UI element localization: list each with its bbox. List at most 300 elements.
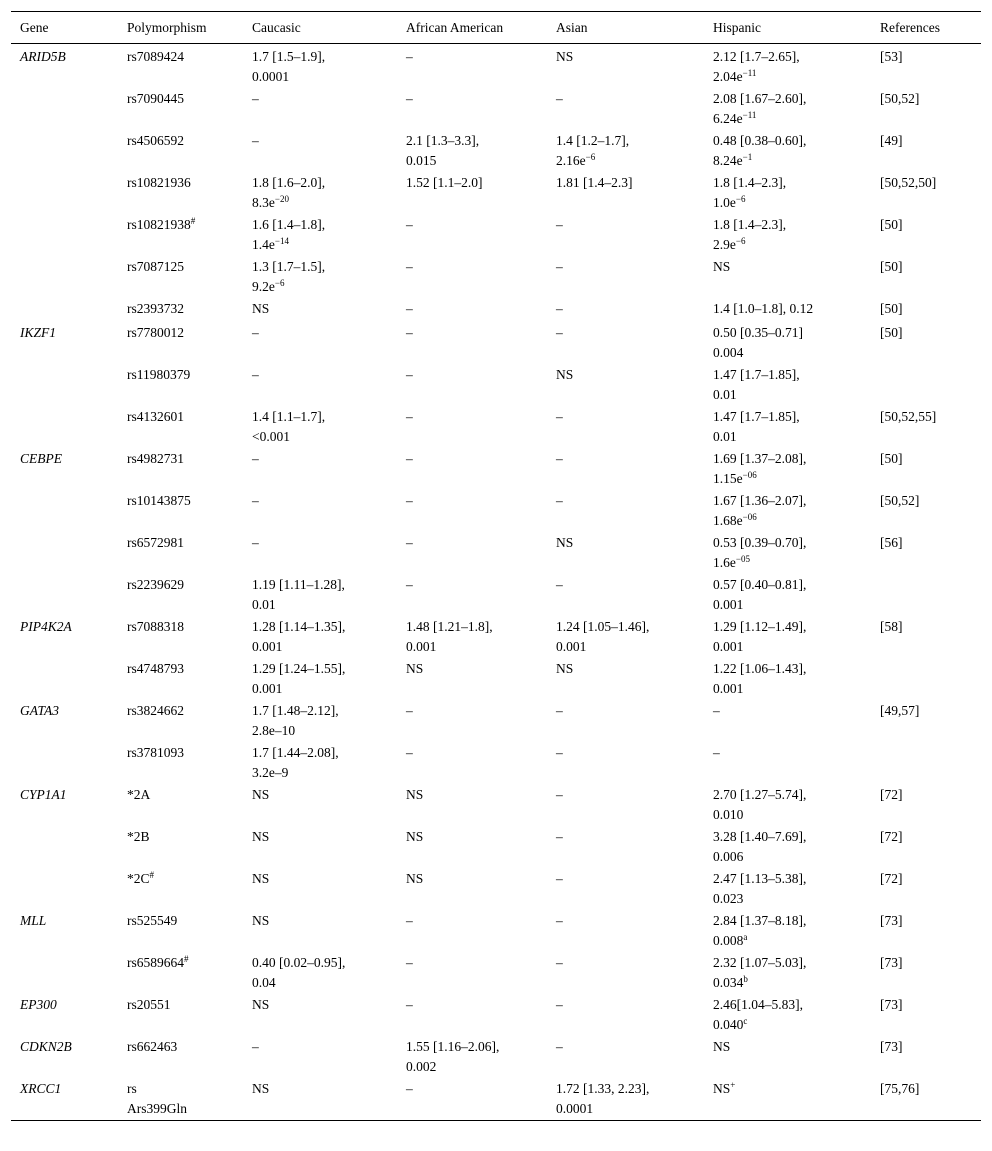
asian-cell (547, 656, 704, 698)
polymorphism-cell (118, 530, 243, 572)
cell-text: 0.0001 (252, 68, 290, 84)
references-cell: [50] (880, 301, 903, 316)
cell-line (252, 953, 397, 973)
gene-cell: CEBPE (20, 451, 62, 466)
cell-line (713, 491, 871, 511)
table-row (11, 530, 981, 572)
african-american-cell (397, 950, 547, 992)
african-american-cell (397, 212, 547, 254)
caucasic-cell (243, 866, 397, 908)
cell-text: 6.24e (713, 110, 743, 126)
cell-line (713, 869, 871, 889)
cell-line (252, 47, 397, 67)
hispanic-cell (704, 86, 871, 128)
gene-cell (11, 404, 118, 446)
cell-text: NS (252, 913, 270, 928)
gene-cell: ARID5B (20, 49, 66, 64)
cell-line (127, 131, 243, 151)
cell-line (127, 953, 243, 973)
cell-line (252, 743, 397, 763)
cell-line (713, 637, 871, 657)
gene-cell (11, 572, 118, 614)
cell-line (252, 299, 397, 319)
cell-text: 1.3 [1.7–1.5], (252, 259, 326, 274)
polymorphism-cell (118, 698, 243, 740)
cell-line (252, 89, 397, 109)
references-cell: [50,52,55] (880, 409, 937, 424)
cell-text: 0.023 (713, 890, 744, 906)
polymorphism-cell (118, 254, 243, 296)
superscript: + (730, 1080, 736, 1090)
superscript: −20 (274, 193, 289, 204)
cell-text: NS (252, 787, 270, 802)
cell-text: rs7090445 (127, 91, 184, 106)
cell-text: – (556, 745, 563, 760)
african-american-cell (397, 320, 547, 362)
cell-text: rs2393732 (127, 301, 184, 316)
superscript: −6 (735, 235, 746, 246)
hispanic-cell (704, 614, 871, 656)
hispanic-cell (704, 698, 871, 740)
cell-line (713, 595, 871, 615)
cell-line (252, 827, 397, 847)
cell-text: NS (406, 829, 424, 844)
cell-text: 1.28 [1.14–1.35], (252, 619, 346, 634)
cell-line (556, 47, 704, 67)
references-cell: [72] (880, 787, 903, 802)
cell-text: 1.24 [1.05–1.46], (556, 619, 650, 634)
cell-text: – (252, 91, 259, 106)
cell-text: 9.2e (252, 278, 275, 294)
cell-line (406, 1057, 547, 1077)
hispanic-cell (704, 320, 871, 362)
cell-text: – (406, 703, 413, 718)
cell-text: NS (252, 1081, 270, 1096)
cell-text: – (406, 91, 413, 106)
cell-line (556, 89, 704, 109)
polymorphism-cell (118, 212, 243, 254)
cell-line (127, 257, 243, 277)
cell-line (127, 575, 243, 595)
caucasic-cell (243, 212, 397, 254)
cell-text: 0.001 (252, 638, 283, 654)
cell-line (556, 257, 704, 277)
hispanic-cell (704, 992, 871, 1034)
table-row (11, 656, 981, 698)
cell-text: NS (252, 997, 270, 1012)
gene-cell (11, 362, 118, 404)
cell-line (713, 973, 871, 993)
cell-line (127, 1099, 243, 1119)
superscript: −06 (742, 511, 757, 522)
caucasic-cell (243, 614, 397, 656)
cell-text: 3.28 [1.40–7.69], (713, 829, 807, 844)
references-cell: [58] (880, 619, 903, 634)
cell-text: – (406, 955, 413, 970)
cell-text: – (252, 493, 259, 508)
asian-cell (547, 488, 704, 530)
cell-line (406, 407, 547, 427)
cell-text: rs20551 (127, 997, 171, 1012)
cell-text: 1.7 [1.44–2.08], (252, 745, 339, 760)
gene-cell (11, 488, 118, 530)
cell-line (713, 67, 871, 87)
hispanic-cell (704, 44, 871, 87)
cell-text: – (406, 913, 413, 928)
cell-text: 1.6 [1.4–1.8], (252, 217, 326, 232)
hispanic-cell (704, 950, 871, 992)
cell-line (556, 1099, 704, 1119)
cell-line (713, 173, 871, 193)
asian-cell (547, 212, 704, 254)
cell-text: – (252, 1039, 259, 1054)
gene-cell (11, 866, 118, 908)
cell-line (127, 911, 243, 931)
references-cell: [50] (880, 217, 903, 232)
cell-line (252, 67, 397, 87)
cell-line (406, 151, 547, 171)
references-cell: [49] (880, 133, 903, 148)
cell-text: rs4982731 (127, 451, 184, 466)
references-cell: [50,52] (880, 493, 920, 508)
table-row (11, 614, 981, 656)
cell-text: – (406, 493, 413, 508)
cell-text: – (556, 703, 563, 718)
cell-text: – (406, 451, 413, 466)
cell-text: – (406, 1081, 413, 1096)
gene-cell: IKZF1 (20, 325, 57, 340)
asian-cell (547, 614, 704, 656)
superscript: −05 (735, 553, 750, 564)
african-american-cell (397, 572, 547, 614)
cell-text: 2.46[1.04–5.83], (713, 997, 803, 1012)
cell-line (252, 533, 397, 553)
cell-line (713, 47, 871, 67)
cell-text: 1.29 [1.24–1.55], (252, 661, 346, 676)
superscript: b (743, 973, 748, 984)
polymorphism-cell (118, 44, 243, 87)
table-row (11, 1076, 981, 1120)
cell-text: – (252, 367, 259, 382)
cell-line (556, 869, 704, 889)
cell-line (556, 215, 704, 235)
cell-text: 1.68e (713, 512, 743, 528)
gene-cell: MLL (20, 913, 47, 928)
african-american-cell (397, 614, 547, 656)
cell-line (127, 1037, 243, 1057)
cell-line (713, 89, 871, 109)
cell-line (127, 743, 243, 763)
cell-line (252, 869, 397, 889)
cell-line (406, 299, 547, 319)
polymorphism-cell (118, 296, 243, 320)
gene-cell: CDKN2B (20, 1039, 72, 1054)
references-cell: [50] (880, 451, 903, 466)
cell-text: NS (252, 871, 270, 886)
table-row (11, 866, 981, 908)
table-row (11, 362, 981, 404)
cell-line (252, 427, 397, 447)
table-row (11, 740, 981, 782)
cell-text: rs6589664 (127, 955, 184, 970)
cell-text: 0.001 (713, 596, 744, 612)
asian-cell (547, 170, 704, 212)
hispanic-cell (704, 656, 871, 698)
cell-line (406, 995, 547, 1015)
cell-line (556, 827, 704, 847)
cell-line (127, 1079, 243, 1099)
cell-line (713, 847, 871, 867)
cell-text: rs4506592 (127, 133, 184, 148)
gene-cell (11, 656, 118, 698)
header-asian: Asian (547, 12, 704, 44)
polymorphism-cell (118, 614, 243, 656)
cell-text: 1.6e (713, 554, 736, 570)
table-row (11, 572, 981, 614)
asian-cell (547, 446, 704, 488)
cell-text: 1.19 [1.11–1.28], (252, 577, 345, 592)
hispanic-cell (704, 824, 871, 866)
caucasic-cell (243, 404, 397, 446)
african-american-cell (397, 782, 547, 824)
cell-text: rs3781093 (127, 745, 184, 760)
cell-line (127, 659, 243, 679)
table-row (11, 170, 981, 212)
cell-text: NS (713, 259, 731, 274)
cell-line (252, 407, 397, 427)
cell-text: rs4132601 (127, 409, 184, 424)
cell-text: – (556, 997, 563, 1012)
caucasic-cell (243, 1076, 397, 1120)
cell-line (252, 1037, 397, 1057)
superscript: −11 (742, 109, 757, 120)
cell-line (252, 323, 397, 343)
cell-text: – (406, 745, 413, 760)
table-row (11, 782, 981, 824)
table-row (11, 992, 981, 1034)
table-row (11, 1034, 981, 1076)
cell-text: rs6572981 (127, 535, 184, 550)
cell-text: – (713, 745, 720, 760)
cell-text: 0.010 (713, 806, 744, 822)
cell-line (713, 299, 871, 319)
cell-line (252, 995, 397, 1015)
references-cell: [49,57] (880, 703, 920, 718)
cell-text: NS (406, 787, 424, 802)
cell-text: 0.001 (556, 638, 587, 654)
hispanic-cell (704, 128, 871, 170)
cell-line (127, 47, 243, 67)
cell-text: – (713, 703, 720, 718)
asian-cell (547, 320, 704, 362)
cell-line (556, 995, 704, 1015)
cell-line (252, 215, 397, 235)
asian-cell (547, 362, 704, 404)
table-row (11, 320, 981, 362)
cell-text: 2.47 [1.13–5.38], (713, 871, 807, 886)
cell-line (252, 721, 397, 741)
cell-text: – (556, 217, 563, 232)
african-american-cell (397, 446, 547, 488)
cell-text: 1.8 [1.4–2.3], (713, 175, 787, 190)
asian-cell (547, 824, 704, 866)
cell-line (713, 659, 871, 679)
cell-text: – (556, 871, 563, 886)
cell-text: 1.4e (252, 236, 275, 252)
cell-line (252, 973, 397, 993)
cell-line (252, 575, 397, 595)
asian-cell (547, 296, 704, 320)
cell-text: NS (713, 1039, 731, 1054)
references-cell (871, 656, 981, 698)
cell-text: – (556, 409, 563, 424)
cell-text: NS (556, 367, 574, 382)
cell-text: 0.006 (713, 848, 744, 864)
cell-line (713, 343, 871, 363)
cell-line (713, 911, 871, 931)
cell-text: – (556, 913, 563, 928)
cell-text: 1.52 [1.1–2.0] (406, 175, 483, 190)
cell-text: – (406, 217, 413, 232)
cell-line (713, 365, 871, 385)
caucasic-cell (243, 698, 397, 740)
african-american-cell (397, 1034, 547, 1076)
african-american-cell (397, 128, 547, 170)
superscript: c (743, 1015, 748, 1026)
cell-text: – (406, 535, 413, 550)
cell-line (713, 1079, 871, 1099)
caucasic-cell (243, 1034, 397, 1076)
references-cell (871, 740, 981, 782)
african-american-cell (397, 530, 547, 572)
references-cell: [50] (880, 325, 903, 340)
cell-text: rs3824662 (127, 703, 184, 718)
references-cell: [75,76] (871, 1076, 981, 1120)
cell-text: rs10821936 (127, 175, 191, 190)
cell-line (406, 323, 547, 343)
cell-line (406, 257, 547, 277)
cell-line (252, 173, 397, 193)
caucasic-cell (243, 362, 397, 404)
polymorphism-table (11, 11, 981, 1121)
cell-line (713, 109, 871, 129)
cell-text: 0.008 (713, 932, 744, 948)
gene-cell (11, 824, 118, 866)
cell-text: 2.84 [1.37–8.18], (713, 913, 807, 928)
cell-line (406, 173, 547, 193)
cell-text: NS (556, 49, 574, 64)
cell-line (406, 131, 547, 151)
cell-text: rs11980379 (127, 367, 191, 382)
polymorphism-cell (118, 1076, 243, 1120)
gene-cell: XRCC1 (11, 1076, 118, 1120)
caucasic-cell (243, 782, 397, 824)
cell-text: 0.50 [0.35–0.71] (713, 325, 803, 340)
african-american-cell (397, 740, 547, 782)
cell-line (713, 575, 871, 595)
cell-text: 1.47 [1.7–1.85], (713, 409, 800, 424)
cell-text: – (406, 409, 413, 424)
african-american-cell (397, 86, 547, 128)
superscript: −6 (274, 277, 285, 288)
superscript: −06 (742, 469, 757, 480)
asian-cell (547, 698, 704, 740)
caucasic-cell (243, 254, 397, 296)
cell-line (252, 131, 397, 151)
cell-line (406, 637, 547, 657)
references-cell: [50,52,50] (880, 175, 937, 190)
cell-text: – (556, 787, 563, 802)
superscript: # (149, 870, 155, 880)
asian-cell (547, 44, 704, 87)
table-row (11, 44, 981, 87)
cell-line (127, 407, 243, 427)
african-american-cell (397, 698, 547, 740)
asian-cell (547, 782, 704, 824)
cell-text: 0.001 (252, 680, 283, 696)
polymorphism-cell (118, 1034, 243, 1076)
cell-line (252, 277, 397, 297)
cell-line (127, 365, 243, 385)
cell-line (713, 1015, 871, 1035)
cell-text: 2.1 [1.3–3.3], (406, 133, 480, 148)
cell-text: rs525549 (127, 913, 178, 928)
cell-text: – (252, 325, 259, 340)
african-american-cell (397, 866, 547, 908)
cell-line (406, 869, 547, 889)
cell-text: 1.0e (713, 194, 736, 210)
cell-text: 0.40 [0.02–0.95], (252, 955, 346, 970)
cell-text: 0.004 (713, 344, 744, 360)
cell-line (127, 299, 243, 319)
cell-line (127, 449, 243, 469)
asian-cell (547, 1034, 704, 1076)
cell-text: 0.04 (252, 974, 276, 990)
cell-line (713, 469, 871, 489)
table-row (11, 446, 981, 488)
cell-line (127, 701, 243, 721)
cell-text: 3.2e–9 (252, 764, 289, 780)
asian-cell (547, 740, 704, 782)
cell-line (406, 449, 547, 469)
cell-line (252, 785, 397, 805)
cell-line (252, 637, 397, 657)
cell-text: NS (556, 661, 574, 676)
cell-line (127, 785, 243, 805)
hispanic-cell (704, 296, 871, 320)
superscript: −6 (735, 193, 746, 204)
cell-line (713, 323, 871, 343)
asian-cell (547, 86, 704, 128)
cell-line (127, 173, 243, 193)
cell-text: rs7780012 (127, 325, 184, 340)
african-american-cell (397, 404, 547, 446)
caucasic-cell (243, 296, 397, 320)
table-row (11, 488, 981, 530)
cell-line (406, 911, 547, 931)
references-cell: [73] (880, 997, 903, 1012)
asian-cell (547, 254, 704, 296)
cell-text: 1.22 [1.06–1.43], (713, 661, 807, 676)
polymorphism-cell (118, 362, 243, 404)
cell-text: rs4748793 (127, 661, 184, 676)
cell-text: 1.7 [1.48–2.12], (252, 703, 339, 718)
caucasic-cell (243, 992, 397, 1034)
cell-text: 1.4 [1.1–1.7], (252, 409, 326, 424)
cell-text: NS (406, 871, 424, 886)
cell-text: NS (713, 1081, 731, 1096)
cell-line (556, 617, 704, 637)
